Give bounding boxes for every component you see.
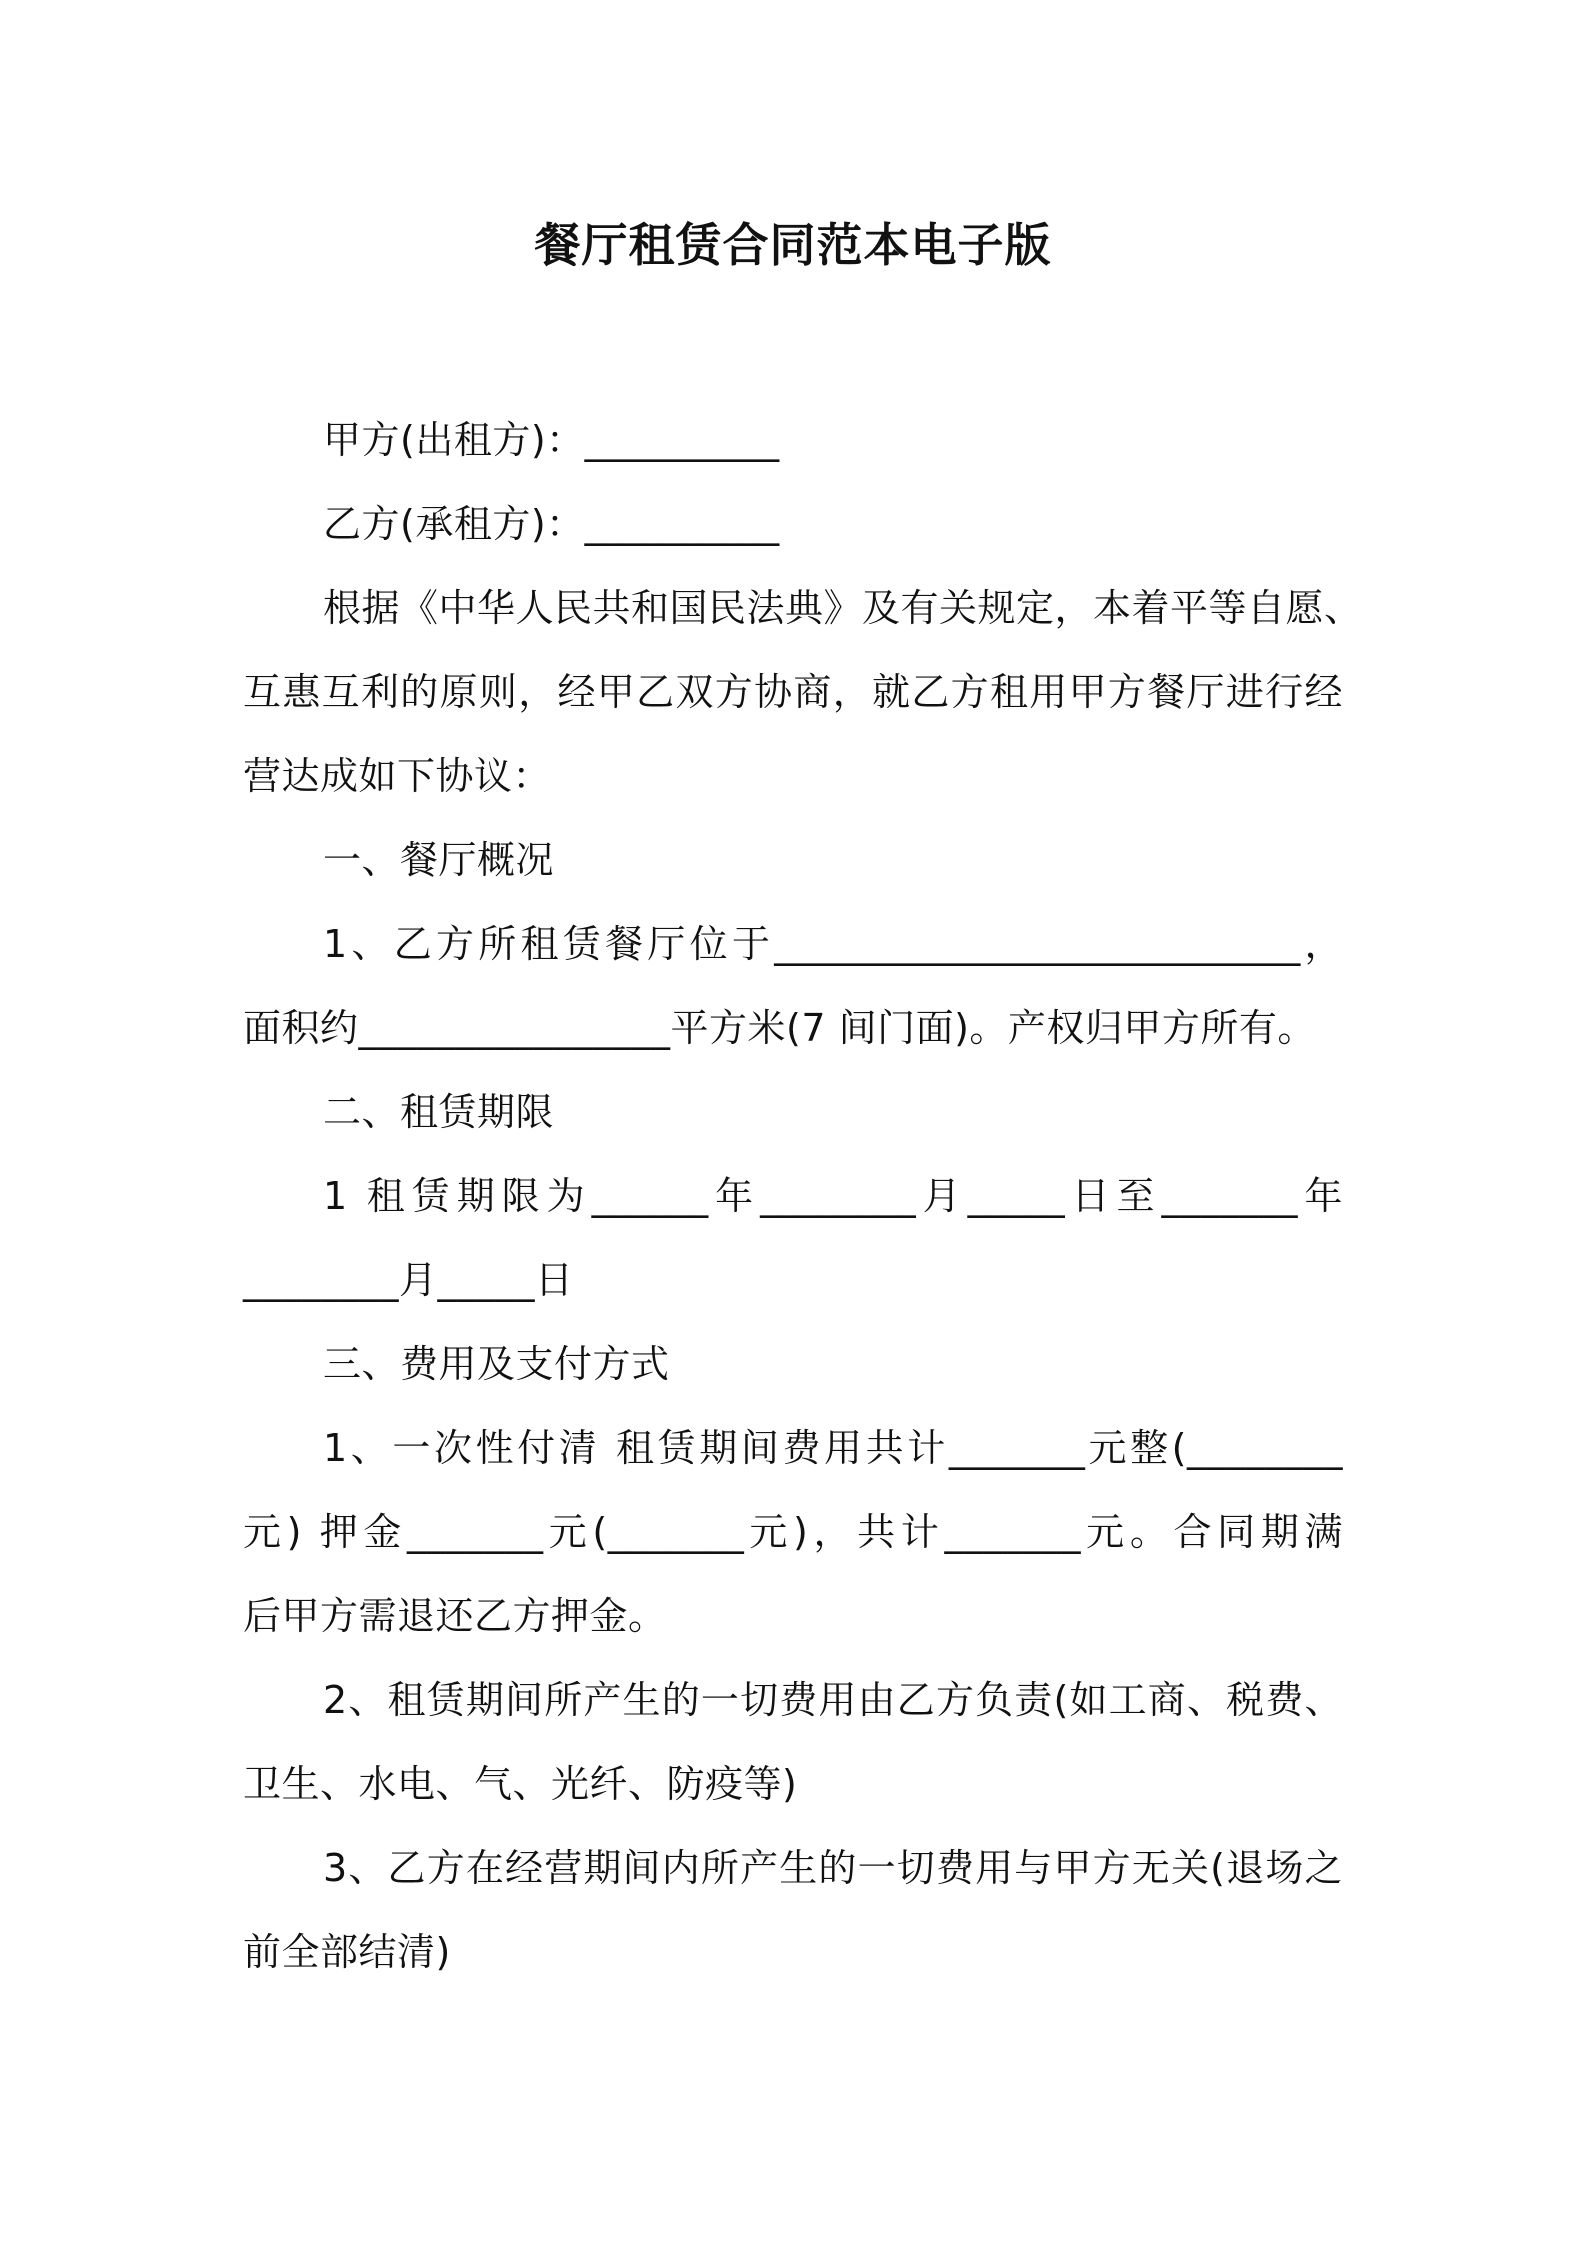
- clause-3-2-line-1: 2、租赁期间所产生的一切费用由乙方负责(如工商、税费、: [323, 1678, 1343, 1722]
- clause-2-1-line-2: ________月_____日: [243, 1258, 574, 1302]
- section-heading-2: 二、租赁期限: [323, 1090, 555, 1134]
- party-b-line: 乙方(承租方)：__________: [323, 502, 780, 546]
- clause-3-1-line-3: 后甲方需退还乙方押金。: [243, 1594, 667, 1638]
- clause-3-2-line-2: 卫生、水电、气、光纤、防疫等): [243, 1762, 798, 1806]
- section-heading-3: 三、费用及支付方式: [323, 1342, 670, 1386]
- preamble-line-1: 根据《中华人民共和国民法典》及有关规定，本着平等自愿、: [323, 586, 1363, 630]
- section-heading-1: 一、餐厅概况: [323, 838, 555, 882]
- clause-1-1-line-2: 面积约________________平方米(7 间门面)。产权归甲方所有。: [243, 1006, 1316, 1050]
- clause-3-1-line-2: 元) 押金_______元(_______元)，共计_______元。合同期满: [243, 1510, 1343, 1554]
- clause-3-1-line-1: 1、一次性付清 租赁期间费用共计_______元整(________: [323, 1426, 1343, 1470]
- clause-3-3-line-2: 前全部结清): [243, 1930, 451, 1974]
- preamble-line-3: 营达成如下协议：: [243, 754, 552, 798]
- document-title: 餐厅租赁合同范本电子版: [534, 218, 1052, 272]
- clause-1-1-line-1: 1、乙方所租赁餐厅位于___________________________，: [323, 922, 1343, 966]
- preamble-line-2: 互惠互利的原则，经甲乙双方协商，就乙方租用甲方餐厅进行经: [243, 670, 1343, 714]
- clause-2-1-line-1: 1 租赁期限为______年________月_____日至_______年: [323, 1174, 1343, 1218]
- party-a-line: 甲方(出租方)：__________: [323, 418, 780, 462]
- clause-3-3-line-1: 3、乙方在经营期间内所产生的一切费用与甲方无关(退场之: [323, 1846, 1343, 1890]
